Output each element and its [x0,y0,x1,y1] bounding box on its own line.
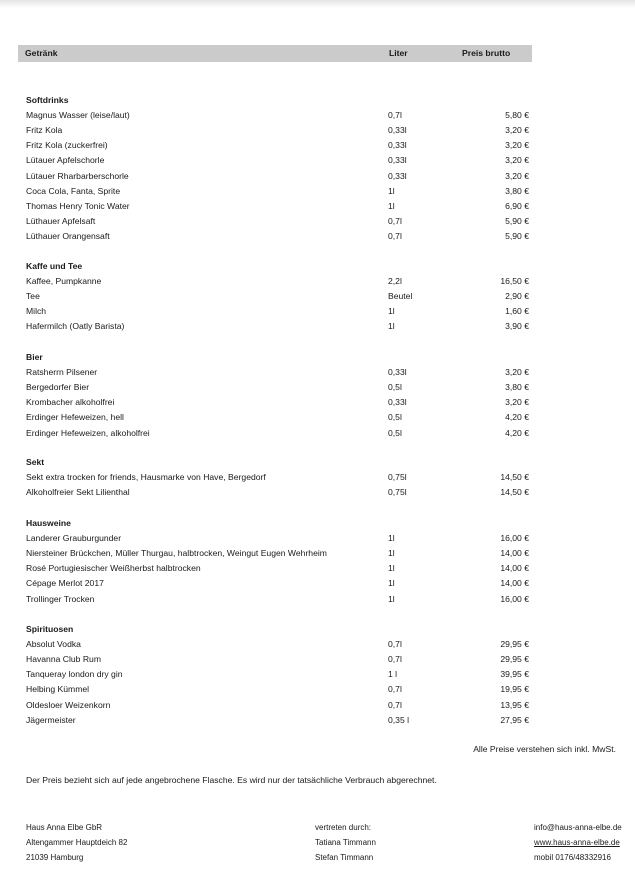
drink-volume: 0,7l [388,699,402,710]
drink-price: 16,50 € [500,276,529,287]
drink-volume: 0,33l [388,140,407,151]
footer-contact [534,820,622,865]
menu-row [0,306,635,321]
menu-row [0,216,635,231]
drink-price: 14,50 € [500,487,529,498]
drink-name: Erdinger Hefeweizen, hell [26,412,124,423]
drink-volume: 0,33l [388,397,407,408]
street: Altengammer Hauptdeich 82 [26,838,128,847]
drink-name: Alkoholfreier Sekt Lilienthal [26,487,130,498]
menu-row [0,367,635,382]
drink-price: 1,60 € [505,306,529,317]
drink-volume: 1l [388,321,395,332]
menu-row [0,487,635,502]
drink-name: Sekt extra trocken for friends, Hausmarke von Have, Bergedorf [26,472,266,483]
vat-note: Alle Preise verstehen sich inkl. MwSt. [473,744,616,754]
drink-volume: 0,7l [388,639,402,650]
drink-name: Rosé Portugiesischer Weißherbst halbtrocken [26,563,201,574]
drink-price: 39,95 € [500,669,529,680]
drink-volume: 0,35 l [388,714,410,725]
menu-row [0,548,635,563]
menu-row [0,321,635,336]
drink-name: Hafermilch (Oatly Barista) [26,321,125,332]
drink-name: Tanqueray london dry gin [26,669,123,680]
drink-price: 13,95 € [500,699,529,710]
drink-volume: 1l [388,563,395,574]
drink-volume: 2,2l [388,276,402,287]
menu-row [0,684,635,699]
menu-row [0,428,635,443]
header-drink: Getränk [25,48,58,58]
drink-volume: 0,5l [388,427,402,438]
menu-row [0,186,635,201]
drink-name: Bergedorfer Bier [26,382,90,393]
header-liter: Liter [389,48,408,58]
drink-name: Oldesloer Weizenkorn [26,699,111,710]
drink-name: Landerer Grauburgunder [26,533,122,544]
phone: mobil 0176/48332916 [534,853,611,862]
drink-name: Cépage Merlot 2017 [26,578,104,589]
menu-row [0,382,635,397]
drink-price: 14,00 € [500,563,529,574]
category-title: Softdrinks [26,95,69,105]
drink-volume: 1l [388,548,395,559]
drink-price: 14,50 € [500,472,529,483]
drink-name: Milch [26,306,47,317]
drink-volume: 0,33l [388,367,407,378]
drink-price: 2,90 € [505,291,529,302]
person-2: Stefan Timmann [315,853,374,862]
drink-name: Kaffee, Pumpkanne [26,276,102,287]
menu-row [0,291,635,306]
menu-row [0,125,635,140]
drink-name: Magnus Wasser (leise/laut) [26,110,130,121]
city: 21039 Hamburg [26,853,84,862]
drink-price: 14,00 € [500,548,529,559]
drink-name: Havanna Club Rum [26,654,101,665]
drink-volume: 0,7l [388,110,402,121]
drink-name: Helbing Kümmel [26,684,90,695]
menu-row [0,563,635,578]
drink-volume: 0,33l [388,170,407,181]
menu-row [0,201,635,216]
page-top-shadow [0,0,635,8]
drink-price: 5,90 € [505,215,529,226]
drink-name: Trollinger Trocken [26,593,95,604]
category-title: Spirituosen [26,624,74,634]
drink-name: Thomas Henry Tonic Water [26,200,130,211]
drink-name: Erdinger Hefeweizen, alkoholfrei [26,427,150,438]
drink-price: 3,20 € [505,125,529,136]
drink-volume: 0,75l [388,472,407,483]
drink-price: 19,95 € [500,684,529,695]
represented-label: vertreten durch: [315,823,372,832]
drink-price: 16,00 € [500,593,529,604]
drink-price: 27,95 € [500,714,529,725]
drink-volume: 1l [388,200,395,211]
drink-name: Krombacher alkoholfrei [26,397,115,408]
drink-price: 3,80 € [505,382,529,393]
drink-volume: 0,33l [388,125,407,136]
menu-row [0,171,635,186]
category-title: Bier [26,352,43,362]
drink-price: 3,90 € [505,321,529,332]
footer-address [26,820,127,865]
drink-price: 29,95 € [500,639,529,650]
drink-name: Fritz Kola [26,125,63,136]
menu-row [0,669,635,684]
drink-volume: 0,7l [388,654,402,665]
drink-price: 3,20 € [505,155,529,166]
drink-name: Lüthauer Orangensaft [26,230,110,241]
menu-row [0,140,635,155]
menu-row [0,397,635,412]
drink-price: 6,90 € [505,200,529,211]
drink-price: 14,00 € [500,578,529,589]
menu-row [0,472,635,487]
drink-name: Ratsherrn Pilsener [26,367,98,378]
drink-volume: 1l [388,593,395,604]
drink-price: 3,80 € [505,185,529,196]
drink-volume: 0,5l [388,412,402,423]
drink-price: 5,80 € [505,110,529,121]
drink-price: 3,20 € [505,170,529,181]
drink-price: 3,20 € [505,367,529,378]
drink-volume: 1l [388,578,395,589]
menu-row [0,110,635,125]
drink-volume: 0,5l [388,382,402,393]
menu-row [0,639,635,654]
email-link[interactable]: info@haus-anna-elbe.de [534,823,622,832]
menu-row [0,700,635,715]
menu-row [0,533,635,548]
drink-name: Coca Cola, Fanta, Sprite [26,185,121,196]
drink-name: Lütauer Apfelschorle [26,155,105,166]
drink-price: 5,90 € [505,230,529,241]
drink-name: Absolut Vodka [26,639,81,650]
menu-row [0,155,635,170]
category-title: Hausweine [26,518,71,528]
drink-volume: 1l [388,306,395,317]
drink-volume: 1l [388,185,395,196]
drink-volume: 0,7l [388,230,402,241]
drink-name: Tee [26,291,40,302]
menu-row [0,715,635,730]
drink-volume: 0,7l [388,215,402,226]
menu-row [0,412,635,427]
drink-price: 29,95 € [500,654,529,665]
drink-volume: Beutel [388,291,413,302]
menu-row [0,578,635,593]
drink-name: Lüthauer Apfelsaft [26,215,96,226]
menu-row [0,276,635,291]
category-title: Sekt [26,457,45,467]
drink-volume: 0,33l [388,155,407,166]
drink-volume: 0,75l [388,487,407,498]
drink-name: Lütauer Rharbarberschorle [26,170,129,181]
drink-volume: 1 l [388,669,398,680]
drink-price: 3,20 € [505,397,529,408]
drink-name: Niersteiner Brückchen, Müller Thurgau, halbtrocken, Weingut Eugen Wehrheim [26,548,327,559]
menu-row [0,654,635,669]
header-price: Preis brutto [462,48,511,58]
menu-row [0,594,635,609]
company-name: Haus Anna Elbe GbR [26,823,103,832]
drink-price: 16,00 € [500,533,529,544]
website-link[interactable]: www.haus-anna-elbe.de [534,838,620,847]
drink-name: Jägermeister [26,714,76,725]
drink-volume: 1l [388,533,395,544]
bottle-note: Der Preis bezieht sich auf jede angebrochene Flasche. Es wird nur der tatsächliche Verbrauch abgerechnet. [26,775,437,785]
drink-price: 3,20 € [505,140,529,151]
footer-representatives [315,820,376,865]
drink-volume: 0,7l [388,684,402,695]
drink-name: Fritz Kola (zuckerfrei) [26,140,108,151]
drink-price: 4,20 € [505,427,529,438]
menu-row [0,231,635,246]
drink-price: 4,20 € [505,412,529,423]
table-header [18,45,532,62]
category-title: Kaffe und Tee [26,261,83,271]
person-1: Tatiana Timmann [315,838,376,847]
